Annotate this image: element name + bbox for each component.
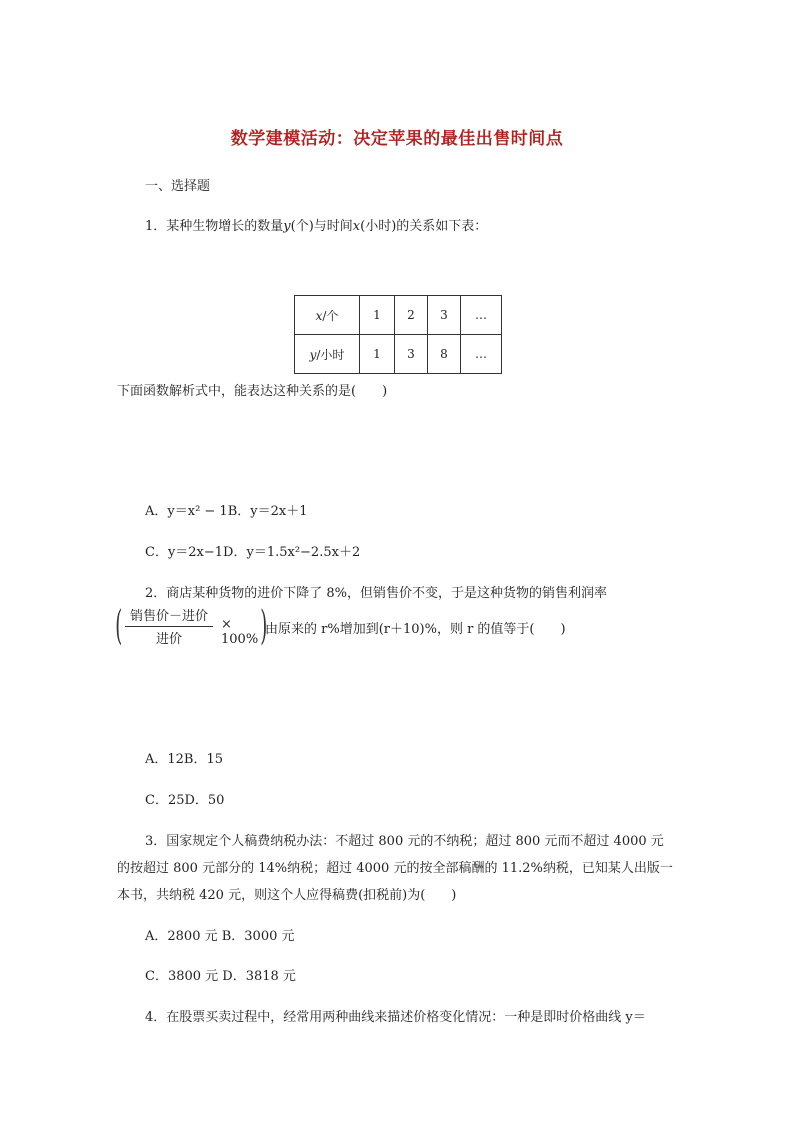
question-3-line-2: 的按超过 800 元部分的 14%纳税；超过 4000 元的按全部稿酬的 11.2%纳税，已知某人出版一 [117,861,673,876]
question-1-stem [145,215,487,234]
page-title: 数学建模活动：决定苹果的最佳出售时间点 [230,129,564,149]
fraction-bar [125,626,213,627]
table-cell: … [461,296,502,335]
table-cell: 2 [395,296,428,335]
table-cell: … [461,335,502,374]
q2-options-ab: A．12B．15 [145,752,224,767]
fraction-numerator: 销售价－进价 [129,609,208,624]
question-2-line-2: 由原来的 r%增加到(r＋10)%，则 r 的值等于( ) [265,622,566,637]
table-cell: 1 [360,335,395,374]
q2-fraction-expression [117,604,267,648]
q1-mid2: (小时)的关系如下表： [360,219,488,234]
table-cell: 3 [428,296,461,335]
question-3-line-3: 本书，共纳税 420 元，则这个人应得稿费(扣税前)为( ) [117,888,457,903]
q1-options-cd: C．y＝2x−1D．y＝1.5x²−2.5x＋2 [145,545,361,560]
table-cell: 8 [428,335,461,374]
question-3-line-1: 3．国家规定个人稿费纳税办法：不超过 800 元的不纳税；超过 800 元而不超过 4000 元 [145,834,664,849]
q1-mid1: (个)与时间 [290,219,353,234]
right-paren: ) [260,603,268,649]
q2-options-cd: C．25D．50 [145,793,225,808]
q1-options-ab: A．y＝x² − 1B．y＝2x＋1 [145,504,308,519]
table-cell: 1 [360,296,395,335]
q3-options-ab: A．2800 元 B．3000 元 [145,929,295,944]
q1-var-y: y [283,219,291,234]
question-4-line-1: 4．在股票买卖过程中，经常用两种曲线来描述价格变化情况：一种是即时价格曲线 y＝ [145,1010,646,1025]
table-header-y: y/小时 [295,335,360,374]
fraction-denominator: 进价 [155,632,182,647]
left-paren: ( [115,603,123,649]
fraction-multiplier: × 100% [221,617,259,647]
table-cell: 3 [395,335,428,374]
q1-data-table [294,295,502,374]
q1-stem-text: 1．某种生物增长的数量 [145,219,284,234]
question-2-line-1: 2．商店某种货物的进价下降了 8%，但销售价不变，于是这种货物的销售利润率 [145,586,608,601]
section-heading: 一、选择题 [145,179,211,194]
table-header-x: x/个 [295,296,360,335]
table-row [295,335,502,374]
q1-var-x: x [352,219,361,234]
table-row [295,296,502,335]
q3-options-cd: C．3800 元 D．3818 元 [145,969,296,984]
q1-question-text: 下面函数解析式中，能表达这种关系的是( ) [117,384,388,399]
